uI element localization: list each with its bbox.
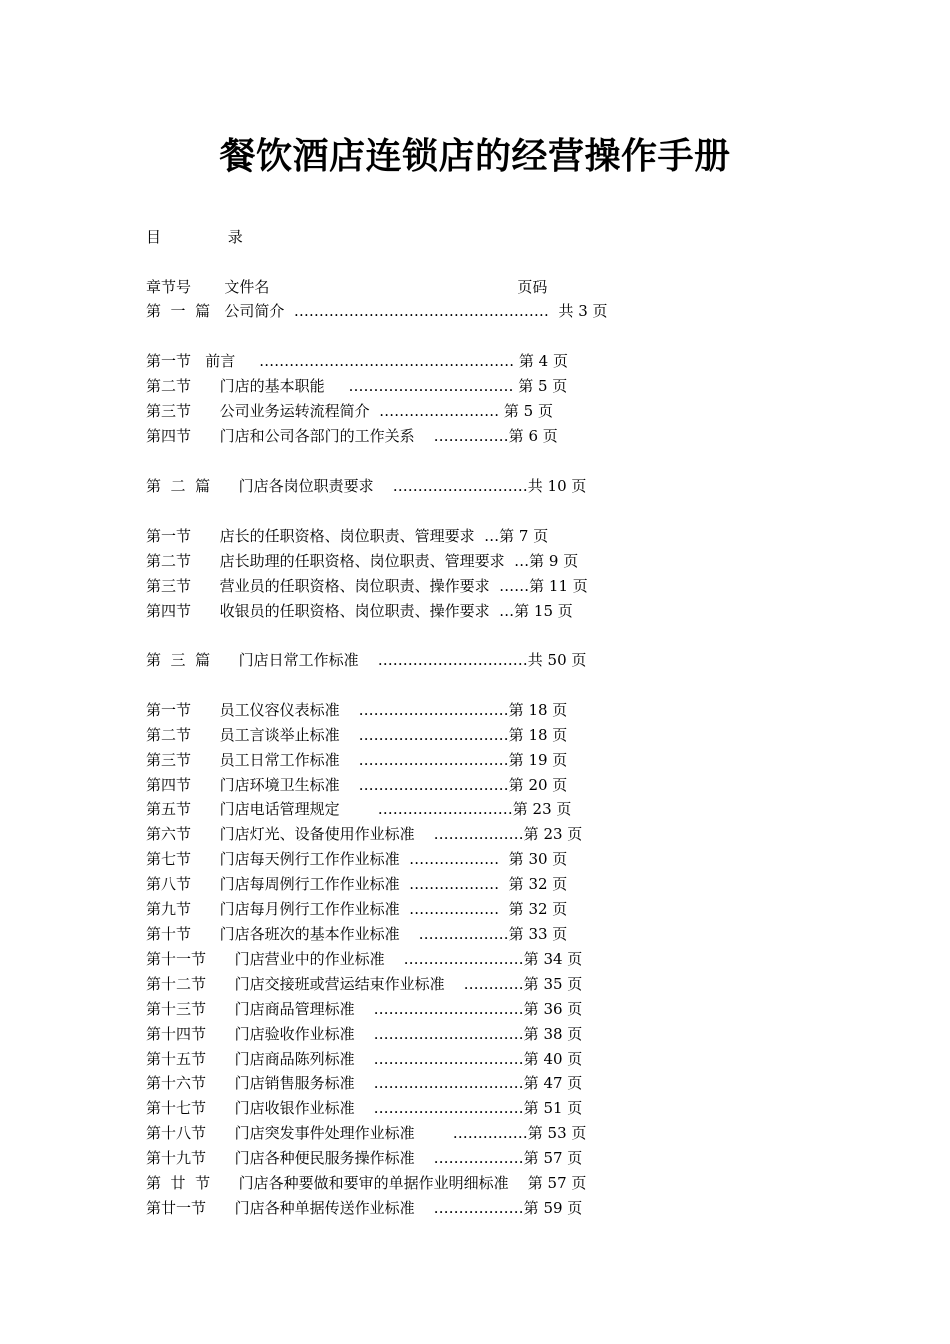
toc-entry: 第十一节 门店营业中的作业标准 ……………………第 34 页 (146, 950, 583, 968)
toc-entry: 第二节 店长助理的任职资格、岗位职责、管理要求 …第 9 页 (146, 552, 579, 570)
toc-entry: 第 廿 节 门店各种要做和要审的单据作业明细标准 第 57 页 (146, 1174, 587, 1192)
toc-entry: 第三节 营业员的任职资格、岗位职责、操作要求 ……第 11 页 (146, 577, 588, 595)
toc-entry: 第十五节 门店商品陈列标准 …………………………第 40 页 (146, 1050, 583, 1068)
toc-column-headers: 章节号 文件名 页码 (146, 278, 548, 296)
toc-entry: 第一节 员工仪容仪表标准 …………………………第 18 页 (146, 701, 568, 719)
toc-heading: 目 录 (146, 228, 243, 246)
toc-entry: 第 一 篇 公司简介 …………………………………………… 共 3 页 (146, 302, 608, 320)
toc-entry: 第四节 门店和公司各部门的工作关系 ……………第 6 页 (146, 427, 558, 445)
toc-entry: 第十三节 门店商品管理标准 …………………………第 36 页 (146, 1000, 583, 1018)
toc-entry: 第七节 门店每天例行工作作业标准 ……………… 第 30 页 (146, 850, 568, 868)
toc-entry: 第二节 员工言谈举止标准 …………………………第 18 页 (146, 726, 568, 744)
toc-entry: 第 二 篇 门店各岗位职责要求 ………………………共 10 页 (146, 477, 587, 495)
toc-entry: 第六节 门店灯光、设备使用作业标准 ………………第 23 页 (146, 825, 583, 843)
toc-entry: 第四节 门店环境卫生标准 …………………………第 20 页 (146, 776, 568, 794)
toc-entry: 第九节 门店每月例行工作作业标准 ……………… 第 32 页 (146, 900, 568, 918)
toc-entry: 第一节 前言 …………………………………………… 第 4 页 (146, 352, 568, 370)
toc-entry: 第八节 门店每周例行工作作业标准 ……………… 第 32 页 (146, 875, 568, 893)
toc-entry: 第十七节 门店收银作业标准 …………………………第 51 页 (146, 1099, 583, 1117)
toc-entry: 第 三 篇 门店日常工作标准 …………………………共 50 页 (146, 651, 587, 669)
toc-entry: 第十节 门店各班次的基本作业标准 ………………第 33 页 (146, 925, 568, 943)
toc-entry: 第廿一节 门店各种单据传送作业标准 ………………第 59 页 (146, 1199, 583, 1217)
toc-entry: 第五节 门店电话管理规定 ………………………第 23 页 (146, 800, 572, 818)
toc-entry: 第三节 员工日常工作标准 …………………………第 19 页 (146, 751, 568, 769)
toc-entry: 第十二节 门店交接班或营运结束作业标准 …………第 35 页 (146, 975, 583, 993)
toc-entry: 第十四节 门店验收作业标准 …………………………第 38 页 (146, 1025, 583, 1043)
toc-entry: 第十六节 门店销售服务标准 …………………………第 47 页 (146, 1074, 583, 1092)
toc-entry: 第十九节 门店各种便民服务操作标准 ………………第 57 页 (146, 1149, 583, 1167)
toc-entry: 第三节 公司业务运转流程简介 …………………… 第 5 页 (146, 402, 553, 420)
document-title: 餐饮酒店连锁店的经营操作手册 (219, 136, 731, 177)
toc-entry: 第四节 收银员的任职资格、岗位职责、操作要求 …第 15 页 (146, 602, 573, 620)
toc-entry: 第十八节 门店突发事件处理作业标准 ……………第 53 页 (146, 1124, 587, 1142)
toc-entry: 第一节 店长的任职资格、岗位职责、管理要求 …第 7 页 (146, 527, 549, 545)
toc-entry: 第二节 门店的基本职能 …………………………… 第 5 页 (146, 377, 568, 395)
